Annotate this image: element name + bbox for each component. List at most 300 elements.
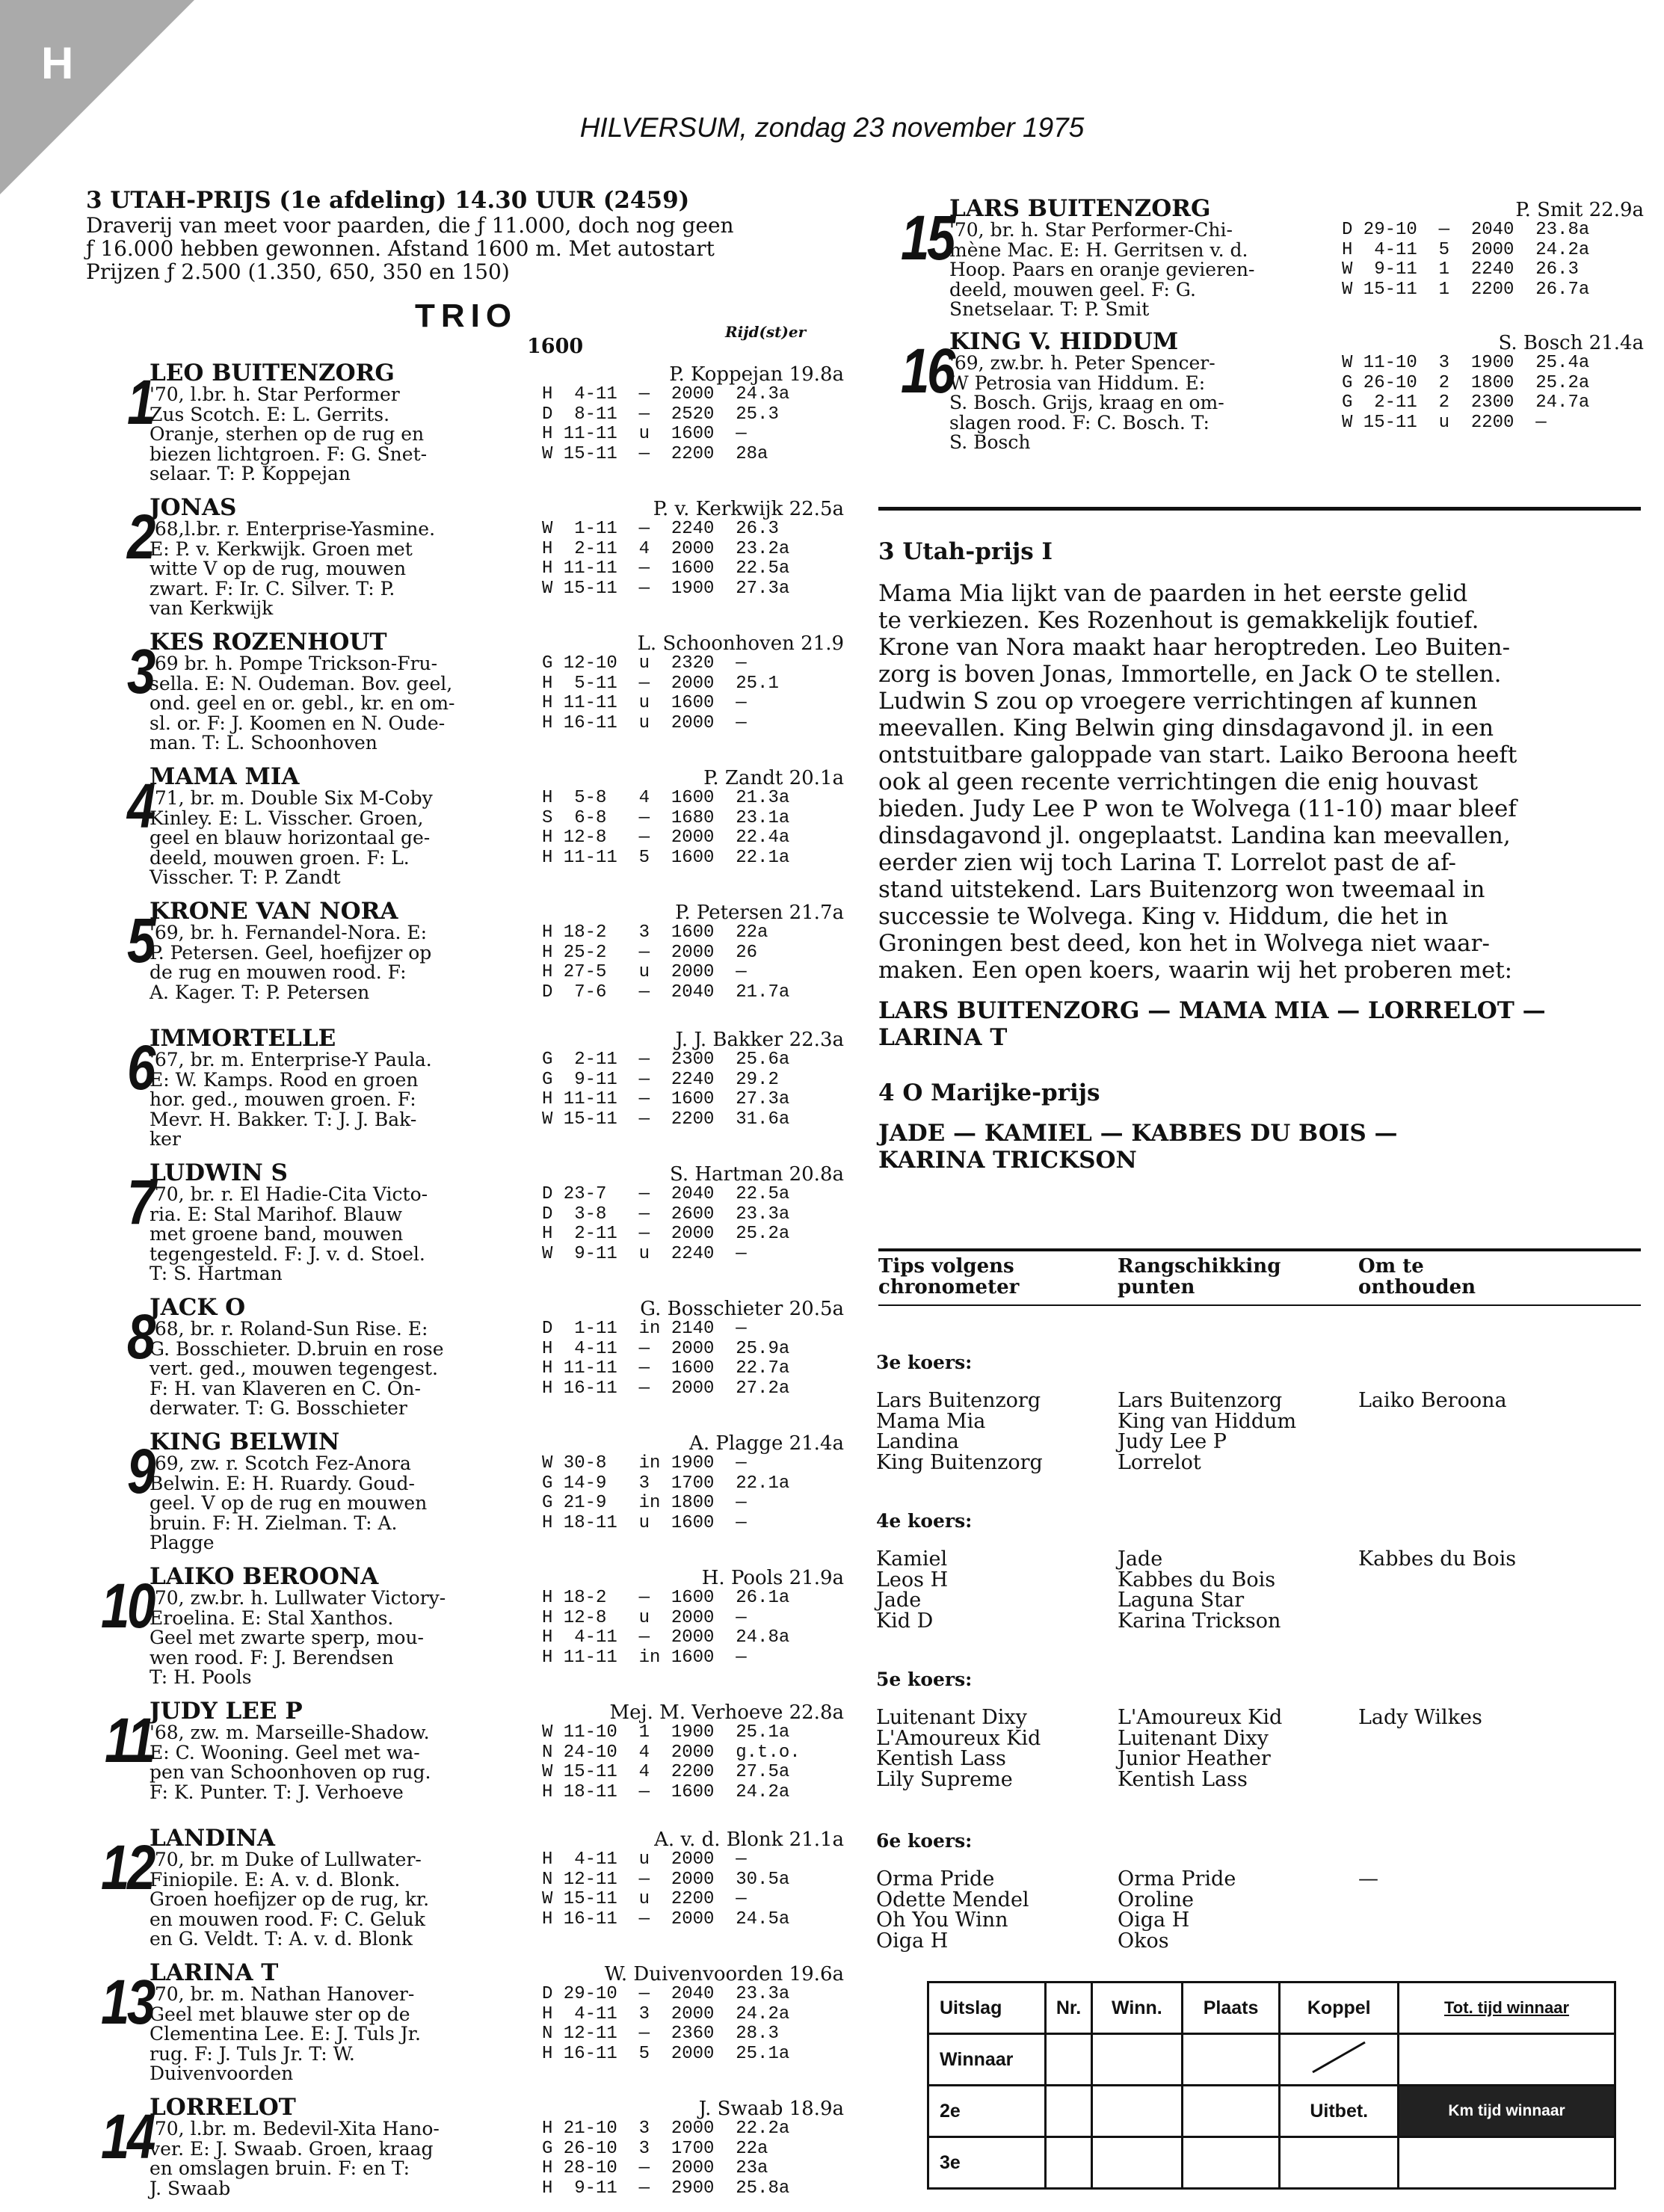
second-row-label: 2e (928, 2086, 1046, 2137)
pedigree (150, 654, 538, 754)
winn-cell-2 (1091, 2086, 1182, 2137)
plaats-cell-2 (1182, 2086, 1280, 2137)
tips-list-b (1118, 1549, 1281, 1631)
commentary-line: dinsdagavond jl. ongeplaatst. Landina kan meevallen, (878, 822, 1511, 849)
pedigree-line: rug. F: J. Tuls Jr. T: W. (150, 2042, 355, 2065)
driver-record: P. Smit 22.9a (1515, 199, 1644, 221)
start-number: 1 (126, 367, 153, 437)
commentary-heading: 3 Utah-prijs I (878, 538, 1053, 565)
form-lines (542, 1050, 856, 1130)
trio-label: TRIO (415, 298, 518, 334)
form-line: H 28-10 — 2000 23a (542, 2158, 768, 2178)
start-number: 9 (126, 1436, 153, 1506)
winn-cell (1091, 2034, 1182, 2086)
pedigree-line: T: H. Pools (150, 1666, 252, 1688)
tips-entry: Jade (1118, 1547, 1163, 1571)
pedigree-line: ker (150, 1128, 181, 1150)
pick-line-2: LARINA T (878, 1024, 1008, 1051)
tips-entry: Kentish Lass (876, 1747, 1006, 1770)
tips-entry: Junior Heather (1118, 1747, 1271, 1770)
driver-record: P. Koppejan 19.8a (669, 363, 844, 386)
form-line: H 11-11 in 1600 — (542, 1647, 747, 1668)
tijd-cell-3 (1399, 2137, 1615, 2189)
driver-record: Mej. M. Verhoeve 22.8a (609, 1701, 844, 1724)
nr-cell (1046, 2034, 1092, 2086)
tot-tijd-cell (1399, 2034, 1615, 2086)
race-program (86, 187, 848, 358)
pedigree-line: Geel met blauwe ster op de (150, 2003, 410, 2025)
tips-entry: Lars Buitenzorg (1118, 1389, 1283, 1412)
form-line: H 11-11 5 1600 22.1a (542, 847, 790, 868)
pick-line-4: KARINA TRICKSON (878, 1147, 1137, 1174)
pedigree-line: '68, br. r. Roland-Sun Rise. E: (150, 1318, 428, 1340)
form-line: H 4-11 3 2000 24.2a (542, 2003, 790, 2024)
tips-list-a (876, 1869, 1029, 1951)
commentary-text (878, 580, 1641, 984)
tips-entry: Mama Mia (876, 1409, 986, 1433)
pedigree-line: deeld, mouwen geel. F: G. (949, 278, 1196, 301)
start-number: 6 (126, 1032, 153, 1103)
koers-label: 3e koers: (876, 1352, 973, 1373)
form-line: D 8-11 — 2520 25.3 (542, 404, 779, 425)
commentary-line: zorg is boven Jonas, Immortelle, en Jack O te stellen. (878, 661, 1502, 688)
form-lines (542, 385, 856, 464)
form-line: W 15-11 — 2200 28a (542, 443, 768, 464)
pedigree-line: P. Petersen. Geel, hoefijzer op (150, 941, 432, 964)
uitbet-label: Uitbet. (1280, 2086, 1399, 2137)
form-lines (542, 1985, 856, 2064)
form-line: W 11-10 3 1900 25.4a (1342, 353, 1590, 373)
form-line: S 6-8 — 1680 23.1a (542, 807, 790, 828)
form-line: H 12-8 u 2000 — (542, 1607, 747, 1628)
tips-entry: Luitenant Dixy (876, 1706, 1027, 1729)
form-line: N 12-11 — 2360 28.3 (542, 2024, 779, 2044)
form-lines (542, 1723, 856, 1802)
pedigree (150, 1185, 538, 1284)
tips-list-c (1358, 1869, 1378, 1890)
form-line: H 18-2 3 1600 22a (542, 922, 768, 943)
tips-col-onthouden: Om te onthouden (1358, 1255, 1476, 1298)
km-tijd-label: Km tijd winnaar (1399, 2086, 1615, 2137)
driver-record: P. Petersen 21.7a (675, 902, 844, 924)
pedigree-line: ria. E: Stal Marihof. Blauw (150, 1203, 403, 1225)
commentary-line: successie te Wolvega. King v. Hiddum, die het in (878, 903, 1449, 930)
pedigree-line: '69, zw. r. Scotch Fez-Anora (150, 1452, 411, 1474)
start-number: 11 (105, 1705, 153, 1775)
pedigree-line: E: P. v. Kerkwijk. Groen met (150, 537, 413, 560)
nr-header: Nr. (1046, 1983, 1092, 2034)
pedigree-line: Snetselaar. T: P. Smit (949, 298, 1150, 320)
koppel-header: Koppel (1280, 1983, 1399, 2034)
pedigree (150, 923, 538, 1002)
horse-name: LAIKO BEROONA (150, 1563, 379, 1590)
horse-name: MAMA MIA (150, 763, 300, 790)
form-lines (542, 654, 856, 733)
tips-header-rule (878, 1304, 1641, 1306)
tips-entry: Kid D (876, 1609, 934, 1633)
commentary-heading-2: 4 O Marijke-prijs (878, 1079, 1100, 1106)
form-line: D 29-10 — 2040 23.8a (1342, 220, 1590, 240)
pedigree-line: vert. ged., mouwen tegengest. (150, 1358, 438, 1379)
start-number: 2 (126, 502, 153, 572)
pedigree-line: E: W. Kamps. Rood en groen (150, 1068, 419, 1091)
plaats-cell-3 (1182, 2137, 1280, 2189)
pedigree-line: hor. ged., mouwen groen. F: (150, 1088, 416, 1110)
pedigree (150, 1850, 538, 1950)
driver-record: S. Hartman 20.8a (669, 1163, 844, 1186)
form-line: W 15-11 1 2200 26.7a (1342, 279, 1590, 300)
tips-entry: Karina Trickson (1118, 1609, 1281, 1633)
form-line: G 26-10 2 1800 25.2a (1342, 372, 1590, 393)
form-line: D 3-8 — 2600 23.3a (542, 1204, 790, 1224)
driver-record: J. Swaab 18.9a (698, 2098, 844, 2120)
driver-record: H. Pools 21.9a (701, 1567, 844, 1589)
pedigree-line: '67, br. m. Enterprise-Y Paula. (150, 1049, 432, 1070)
race-prizes: Prijzen ƒ 2.500 (1.350, 650, 350 en 150) (86, 259, 510, 284)
tips-entry: Lady Wilkes (1358, 1706, 1482, 1729)
pedigree-line: '70, l.br. m. Bedevil-Xita Hano- (150, 2118, 440, 2139)
pedigree-line: '70, l.br. h. Star Performer (150, 383, 400, 405)
tips-entry: — (1358, 1867, 1378, 1891)
horse-name: JONAS (150, 494, 237, 521)
commentary-line: Ludwin S zou op vroegere verrichtingen af kunnen (878, 688, 1478, 715)
driver-record: A. v. d. Blonk 21.1a (654, 1829, 844, 1851)
form-line: H 4-11 — 2000 24.3a (542, 384, 790, 404)
pedigree-line: '70, br. m. Nathan Hanover- (150, 1983, 415, 2005)
tips-entry: Oiga H (1118, 1908, 1190, 1932)
pedigree-line: met groene band, mouwen (150, 1223, 404, 1245)
tips-col-punten: Rangschikking punten (1118, 1255, 1281, 1298)
form-line: H 11-11 u 1600 — (542, 424, 747, 444)
tips-entry: Oiga H (876, 1929, 949, 1953)
pedigree-line: bruin. F: H. Zielman. T: A. (150, 1512, 398, 1534)
pedigree-line: F: H. van Klaveren en C. On- (150, 1377, 421, 1399)
pedigree-line: '69 br. h. Pompe Trickson-Fru- (150, 653, 438, 674)
pedigree-line: sella. E: N. Oudeman. Bov. geel, (150, 672, 453, 694)
form-line: D 29-10 — 2040 23.3a (542, 1984, 790, 2004)
pedigree-line: Belwin. E: H. Ruardy. Goud- (150, 1472, 415, 1494)
form-lines (542, 1185, 856, 1264)
section-divider (878, 507, 1641, 511)
tips-entry: Luitenant Dixy (1118, 1726, 1269, 1750)
pedigree-line: Hoop. Paars en oranje gevieren- (949, 259, 1255, 280)
tips-entry: King van Hiddum (1118, 1409, 1297, 1433)
pedigree (150, 385, 538, 484)
horse-name: LUDWIN S (150, 1159, 288, 1186)
tips-entry: King Buitenzorg (876, 1450, 1043, 1474)
tips-entry: Landina (876, 1430, 959, 1453)
pedigree-line: S. Bosch. Grijs, kraag en om- (949, 392, 1224, 413)
form-line: H 27-5 u 2000 — (542, 962, 747, 982)
tips-list-b (1118, 1869, 1236, 1951)
nr-cell-2 (1046, 2086, 1092, 2137)
form-line: H 12-8 — 2000 22.4a (542, 828, 790, 848)
tips-entry: Laguna Star (1118, 1589, 1245, 1612)
pedigree-line: Mevr. H. Bakker. T: J. J. Bak- (150, 1108, 417, 1130)
form-line: D 23-7 — 2040 22.5a (542, 1184, 790, 1204)
driver-record: S. Bosch 21.4a (1498, 332, 1644, 354)
form-line: H 25-2 — 2000 26 (542, 942, 758, 963)
form-line: H 16-11 u 2000 — (542, 712, 747, 733)
pedigree-line: '70, zw.br. h. Lullwater Victory- (150, 1587, 446, 1609)
pedigree-line: '68,l.br. r. Enterprise-Yasmine. (150, 518, 436, 540)
pedigree-line: Plagge (150, 1532, 215, 1553)
pedigree-line: Eroelina. E: Stal Xanthos. (150, 1606, 394, 1629)
pedigree-line: Clementina Lee. E: J. Tuls Jr. (150, 2023, 421, 2045)
pedigree-line: sl. or. F: J. Koomen en N. Oude- (150, 712, 446, 734)
start-number: 12 (100, 1832, 153, 1903)
pedigree-line: geel. V op de rug en mouwen (150, 1492, 428, 1514)
driver-record: J. J. Bakker 22.3a (675, 1029, 844, 1051)
pedigree-line: pen van Schoonhoven op rug. (150, 1761, 431, 1783)
slash-mark (1305, 2039, 1372, 2076)
form-lines (542, 1850, 856, 1929)
tips-entry: Odette Mendel (876, 1888, 1029, 1911)
form-line: H 18-11 — 1600 24.2a (542, 1781, 790, 1802)
horse-name: IMMORTELLE (150, 1025, 336, 1052)
commentary-line: ontstuitbare galoppade van start. Laiko Beroona heeft (878, 742, 1517, 768)
form-line: H 9-11 — 2900 25.8a (542, 2178, 790, 2199)
form-line: H 5-8 4 1600 21.3a (542, 788, 790, 808)
form-lines (542, 520, 856, 599)
pedigree (150, 1985, 538, 2084)
form-line: H 21-10 3 2000 22.2a (542, 2119, 790, 2139)
commentary-line: eerder zien wij toch Larina T. Lorrelot past de af- (878, 849, 1456, 876)
tips-entry: Kabbes du Bois (1358, 1547, 1517, 1571)
pedigree (150, 1723, 538, 1802)
pedigree-line: en mouwen rood. F: C. Geluk (150, 1908, 425, 1930)
tips-list-a (876, 1390, 1043, 1473)
pedigree-line: deeld, mouwen groen. F: L. (150, 846, 410, 869)
pedigree-line: '70, br. r. El Hadie-Cita Victo- (150, 1183, 428, 1205)
koers-label: 6e koers: (876, 1830, 973, 1852)
pedigree-line: en G. Veldt. T: A. v. d. Blonk (150, 1928, 413, 1950)
form-line: H 4-11 5 2000 24.2a (1342, 239, 1590, 260)
race-desc-1: Draverij van meet voor paarden, die ƒ 11.000, doch nog geen (86, 213, 734, 238)
koers-label: 5e koers: (876, 1669, 973, 1690)
corner-tab (0, 0, 194, 194)
koers-label: 4e koers: (876, 1510, 973, 1532)
pedigree-line: selaar. T: P. Koppejan (150, 463, 351, 484)
form-line: N 12-11 — 2000 30.5a (542, 1869, 790, 1890)
pedigree (150, 520, 538, 619)
horse-name: JACK O (150, 1294, 246, 1321)
pedigree-line: mène Mac. E: H. Gerritsen v. d. (949, 238, 1248, 261)
pedigree-line: F: K. Punter. T: J. Verhoeve (150, 1781, 404, 1803)
form-lines (1342, 354, 1656, 433)
tips-entry: Leos H (876, 1568, 949, 1592)
section-letter: H (41, 38, 74, 88)
pedigree (150, 1319, 538, 1419)
pedigree-line: derwater. T: G. Bosschieter (150, 1397, 407, 1419)
form-lines (542, 1454, 856, 1533)
pedigree-line: de rug en mouwen rood. F: (150, 961, 407, 983)
horse-name: JUDY LEE P (150, 1698, 303, 1725)
koppel-cell-3 (1280, 2137, 1399, 2189)
form-line: H 4-11 — 2000 25.9a (542, 1338, 790, 1359)
form-line: W 1-11 — 2240 26.3 (542, 519, 779, 539)
tips-entry: Lily Supreme (876, 1767, 1013, 1791)
pedigree-line: wen rood. F: J. Berendsen (150, 1646, 394, 1669)
form-line: H 16-11 5 2000 25.1a (542, 2043, 790, 2064)
driver-record: W. Duivenvoorden 19.6a (604, 1963, 844, 1985)
form-line: H 18-2 — 1600 26.1a (542, 1588, 790, 1608)
uitslag-header: Uitslag (928, 1983, 1046, 2034)
pedigree-line: '68, zw. m. Marseille-Shadow. (150, 1722, 430, 1743)
form-line: G 26-10 3 1700 22a (542, 2138, 768, 2159)
pick-line-3: JADE — KAMIEL — KABBES DU BOIS — (878, 1120, 1398, 1147)
tips-entry: Orma Pride (876, 1867, 995, 1891)
pedigree-line: ver. E: J. Swaab. Groen, kraag (150, 2137, 434, 2160)
pedigree-line: geel en blauw horizontaal ge- (150, 827, 431, 848)
pedigree-line: Visscher. T: P. Zandt (150, 866, 341, 888)
winn-cell-3 (1091, 2137, 1182, 2189)
tips-entry: Jade (876, 1589, 922, 1612)
form-lines (542, 789, 856, 868)
tips-entry: Kabbes du Bois (1118, 1568, 1276, 1592)
form-line: H 5-11 — 2000 25.1 (542, 673, 779, 694)
tips-list-c (1358, 1390, 1507, 1411)
tips-entry: Lars Buitenzorg (876, 1389, 1041, 1412)
pedigree-line: ond. geel en or. gebl., kr. en om- (150, 692, 455, 714)
form-line: G 12-10 u 2320 — (542, 653, 747, 674)
plaats-header: Plaats (1182, 1983, 1280, 2034)
form-line: H 16-11 — 2000 27.2a (542, 1378, 790, 1399)
page-header: HILVERSUM, zondag 23 november 1975 (579, 112, 1085, 143)
form-line: G 14-9 3 1700 22.1a (542, 1473, 790, 1494)
form-line: H 2-11 4 2000 23.2a (542, 538, 790, 559)
start-number: 16 (900, 336, 953, 406)
tips-entry: Kamiel (876, 1547, 948, 1571)
tips-col-chronometer: Tips volgens chronometer (878, 1255, 1020, 1298)
tips-entry: Oroline (1118, 1888, 1194, 1911)
uitslag-table (927, 1981, 1616, 2190)
winnaar-row-label: Winnaar (928, 2034, 1046, 2086)
pedigree-line: A. Kager. T: P. Petersen (150, 981, 370, 1003)
form-line: D 1-11 in 2140 — (542, 1319, 747, 1339)
pedigree (150, 1454, 538, 1553)
pedigree-line: en omslagen bruin. F: en T: (150, 2157, 410, 2179)
tips-entry: L'Amoureux Kid (876, 1726, 1041, 1750)
commentary-line: meevallen. King Belwin ging dinsdagavond jl. in een (878, 715, 1494, 742)
tips-entry: Judy Lee P (1118, 1430, 1227, 1453)
horse-name: LANDINA (150, 1825, 275, 1852)
horse-name: LARS BUITENZORG (949, 195, 1211, 222)
form-line: W 15-11 4 2200 27.5a (542, 1762, 790, 1782)
driver-record: G. Bosschieter 20.5a (640, 1298, 844, 1320)
pedigree-line: zwart. F: Ir. C. Silver. T: P. (150, 577, 395, 600)
tips-entry: Oh You Winn (876, 1908, 1008, 1932)
pedigree-line: S. Bosch (949, 431, 1031, 453)
pedigree-line: Finiopile. E: A. v. d. Blonk. (150, 1868, 401, 1891)
tot-tijd-header: Tot. tijd winnaar (1399, 1983, 1615, 2034)
start-number: 13 (100, 1967, 153, 2037)
form-line: N 24-10 4 2000 g.t.o. (542, 1742, 801, 1763)
pedigree-line: man. T: L. Schoonhoven (150, 732, 378, 754)
tips-top-rule (878, 1248, 1641, 1251)
horse-name: LORRELOT (150, 2094, 296, 2121)
commentary-line: ook al geen recente verrichtingen die enig houvast (878, 768, 1478, 795)
commentary-line: te verkiezen. Kes Rozenhout is gemakkelijk foutief. (878, 607, 1479, 634)
horse-name: KES ROZENHOUT (150, 629, 387, 656)
form-line: G 2-11 2 2300 24.7a (1342, 392, 1590, 413)
pedigree-line: W Petrosia van Hiddum. E: (949, 372, 1206, 394)
third-row-label: 3e (928, 2137, 1046, 2189)
driver-record: A. Plagge 21.4a (689, 1432, 844, 1455)
pedigree (150, 1589, 538, 1688)
commentary-line: bieden. Judy Lee P won te Wolvega (11-10) maar bleef (878, 795, 1517, 822)
form-line: W 15-11 — 1900 27.3a (542, 578, 790, 599)
form-line: H 4-11 u 2000 — (542, 1849, 747, 1870)
pedigree-line: slagen rood. F: C. Bosch. T: (949, 411, 1210, 434)
plaats-cell (1182, 2034, 1280, 2086)
commentary-line: Groningen best deed, kon het in Wolvega niet waar- (878, 930, 1490, 957)
form-line: H 2-11 — 2000 25.2a (542, 1224, 790, 1244)
form-line: W 15-11 u 2200 — (542, 1889, 747, 1909)
form-line: W 30-8 in 1900 — (542, 1453, 747, 1473)
tips-entry: Orma Pride (1118, 1867, 1236, 1891)
form-line: D 7-6 — 2040 21.7a (542, 982, 790, 1002)
form-line: W 15-11 u 2200 — (1342, 412, 1547, 433)
driver-record: P. Zandt 20.1a (703, 767, 844, 789)
form-line: G 9-11 — 2240 29.2 (542, 1069, 779, 1090)
start-number: 3 (126, 636, 153, 706)
form-line: W 15-11 — 2200 31.6a (542, 1109, 790, 1130)
start-number: 14 (100, 2101, 153, 2172)
start-number: 5 (126, 905, 153, 976)
pedigree (150, 2119, 538, 2199)
horse-name: LEO BUITENZORG (150, 360, 395, 386)
pedigree-line: '69, zw.br. h. Peter Spencer- (949, 352, 1215, 374)
pedigree (949, 354, 1338, 453)
pick-line-1: LARS BUITENZORG — MAMA MIA — LORRELOT — (878, 997, 1546, 1024)
form-line: G 2-11 — 2300 25.6a (542, 1050, 790, 1070)
commentary-line: Krone van Nora maakt haar heroptreden. Leo Buiten- (878, 634, 1511, 661)
form-line: H 11-11 — 1600 27.3a (542, 1089, 790, 1109)
start-number: 8 (126, 1301, 153, 1372)
pedigree-line: Kinley. E: L. Visscher. Groen, (150, 807, 424, 829)
commentary-line: Mama Mia lijkt van de paarden in het eerste gelid (878, 580, 1468, 607)
horse-name: KRONE VAN NORA (150, 898, 398, 925)
tips-entry: Okos (1118, 1929, 1169, 1953)
pedigree-line: '70, br. h. Star Performer-Chi- (949, 219, 1233, 241)
winn-header: Winn. (1091, 1983, 1182, 2034)
rijder-label: Rijd(st)er (725, 323, 807, 341)
form-line: W 9-11 1 2240 26.3 (1342, 259, 1579, 280)
tips-entry: Laiko Beroona (1358, 1389, 1507, 1412)
distance-label: 1600 (527, 335, 584, 358)
form-line: W 9-11 u 2240 — (542, 1243, 747, 1264)
pedigree-line: G. Bosschieter. D.bruin en rose (150, 1337, 444, 1360)
start-number: 7 (126, 1167, 153, 1237)
pedigree-line: Duivenvoorden (150, 2062, 294, 2084)
tips-list-a (876, 1549, 948, 1631)
form-line: H 4-11 — 2000 24.8a (542, 1627, 790, 1648)
form-lines (542, 1319, 856, 1399)
form-lines (1342, 221, 1656, 300)
form-line: H 11-11 — 1600 22.5a (542, 558, 790, 579)
start-number: 10 (100, 1571, 153, 1641)
pedigree-line: E: C. Wooning. Geel met wa- (150, 1741, 420, 1763)
pedigree-line: T: S. Hartman (150, 1263, 283, 1284)
tips-list-c (1358, 1549, 1516, 1570)
pedigree-line: '71, br. m. Double Six M-Coby (150, 787, 433, 809)
form-line: G 21-9 in 1800 — (542, 1493, 747, 1513)
pedigree (150, 1050, 538, 1150)
pedigree (150, 789, 538, 888)
tips-list-c (1358, 1707, 1482, 1728)
form-line: H 11-11 u 1600 — (542, 693, 747, 713)
